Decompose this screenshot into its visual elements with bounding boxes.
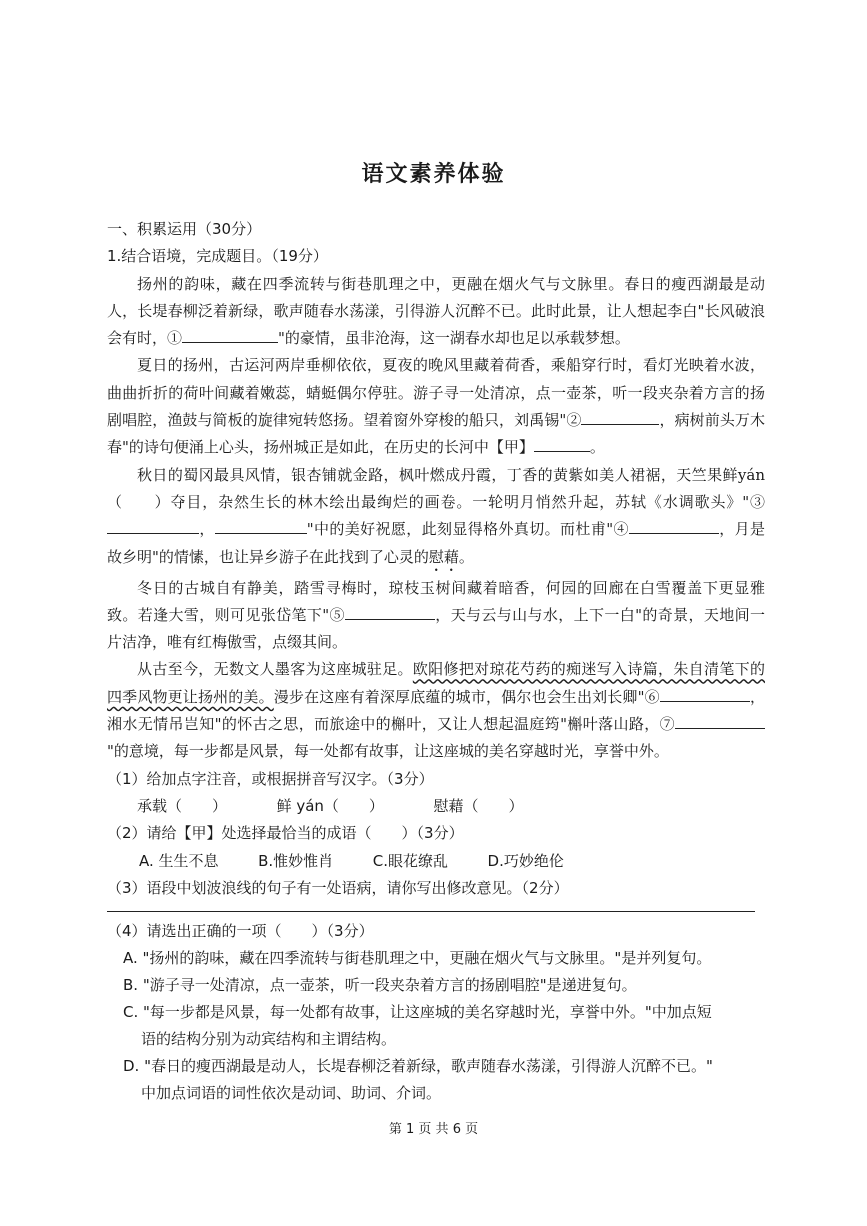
option-4c[interactable]: C. "每一步都是风景，每一处都有故事，让这座城的美名穿越时光，享誉中外。"中加点短 (123, 1003, 712, 1021)
wavy-sentence: 欧阳修把对琼花芍药的痴迷写入诗篇，朱自清笔下的四季风物更让扬州的美。 (107, 660, 765, 706)
option-4b[interactable]: B. "游子寻一处清凉，点一壶茶，听一段夹杂着方言的扬剧唱腔"是递进复句。 (123, 976, 637, 994)
section-heading: 一、积累运用（30分） (107, 220, 262, 238)
blank-6[interactable] (660, 687, 750, 702)
sub-question-2-options (107, 848, 765, 875)
sub-question-1: （1）给加点字注音，或根据拼音写汉字。（3分） (107, 769, 434, 788)
option-b[interactable]: B.惟妙惟肖 (258, 851, 334, 870)
blank-5[interactable] (345, 605, 435, 620)
option-4d-cont: 中加点词语的词性依次是动词、助词、介词。 (141, 1084, 442, 1102)
sub-question-4: （4）请选出正确的一项（ ）（3分） (107, 922, 374, 940)
option-a[interactable]: A. 生生不息 (139, 851, 219, 870)
paragraph-literati: 从古至今，无数文人墨客为这座城驻足。欧阳修把对琼花芍药的痴迷写入诗篇，朱自清笔下的四季风物更让扬州的美。漫步在这座有着深厚底蕴的城市，偶尔也会生出刘长卿"⑥ ，湘水无情吊岂知"的怀古之思，而旅途中的槲叶，又让人想起温庭筠"槲叶落山路，⑦"的意境，每一步都是风景，每一处都有故事，让这座城的美名穿越时光，享誉中外。 (107, 660, 765, 761)
page-title: 语文素养体验 (361, 161, 506, 187)
sub-question-4-block (107, 918, 767, 1107)
option-c[interactable]: C.眼花缭乱 (372, 851, 448, 870)
sub-question-3: （3）语段中划波浪线的句子有一处语病，请你写出修改意见。（2分） (107, 878, 569, 897)
passage-body (107, 216, 765, 902)
blank-1[interactable] (182, 328, 278, 343)
blank-3b[interactable] (215, 519, 307, 534)
page-footer: 第 1 页 共 6 页 (388, 1122, 479, 1137)
paragraph-autumn: 秋日的蜀冈最具风情，银杏铺就金路，枫叶燃成丹霞，丁香的黄紫如美人裙裾，天竺果鲜yán（ ）夺目，杂然生长的林木绘出最绚烂的画卷。一轮明月悄然升起，苏轼《水调歌头》"③， "中的美好祝愿，此刻显得格外真切。而杜甫"④ ，月是故乡明"的情愫，也让异乡游子在此找到了心灵的慰藉。 (107, 465, 765, 566)
item-chengzai: 承载（ ） (137, 796, 228, 815)
option-4c-cont: 语的结构分别为动宾结构和主谓结构。 (141, 1030, 397, 1048)
pinyin-yan: yán (737, 465, 765, 484)
blank-3a[interactable] (107, 519, 199, 534)
paragraph-summer: 夏日的扬州，古运河两岸垂柳依依，夏夜的晚风里藏着荷香，乘船穿行时，看灯光映着水波，曲曲折折的荷叶间藏着嫩蕊，蜻蜓偶尔停驻。游子寻一处清凉，点一壶茶，听一段夹杂着方言的扬剧唱腔，渔鼓与简板的旋律宛转悠扬。望着窗外穿梭的船只，刘禹锡"② ，病树前头万木春"的诗句便涌上心头，扬州城正是如此，在历史的长河中【甲】 。 (107, 356, 765, 457)
blank-7[interactable] (675, 714, 765, 729)
sub-question-2: （2）请给【甲】处选择最恰当的成语（ ）（3分） (107, 824, 464, 843)
paragraph-winter: 冬日的古城自有静美，踏雪寻梅时，琼枝玉树间藏着暗香，何园的回廊在白雪覆盖下更显雅致。若逢大雪，则可见张岱笔下"⑤ ，天与云与山与水，上下一白"的奇景，天地间一片洁净，唯有红梅傲雪，点缀其间。 (107, 578, 765, 652)
blank-jia[interactable] (534, 437, 590, 452)
option-4a[interactable]: A. "扬州的韵味，藏在四季流转与街巷肌理之中，更融在烟火气与文脉里。"是并列复句。 (123, 949, 712, 967)
blank-2[interactable] (581, 410, 659, 425)
dotted-word-weijie: 慰藉 (428, 547, 459, 566)
sub-question-1-items (107, 793, 765, 820)
option-4d[interactable]: D. "春日的瘦西湖最是动人，长堤春柳泛着新绿，歌声随春水荡漾，引得游人沉醉不已。" (123, 1057, 713, 1075)
question-1-header: 1.结合语境，完成题目。（19分） (107, 247, 328, 266)
item-xianyan: 鲜 yán（ ） (276, 796, 384, 815)
answer-line[interactable] (107, 911, 755, 912)
paragraph-spring: 扬州的韵味，藏在四季流转与街巷肌理之中，更融在烟火气与文脉里。春日的瘦西湖最是动人，长堤春柳泛着新绿，歌声随春水荡漾，引得游人沉醉不已。此时此景，让人想起李白"长风破浪会有时，① "的豪情，虽非沧海，这一湖春水却也足以承载梦想。 (107, 274, 765, 348)
item-weijie: 慰藉（ ） (433, 796, 524, 815)
option-d[interactable]: D.巧妙绝伦 (487, 851, 564, 870)
blank-4[interactable] (629, 519, 719, 534)
